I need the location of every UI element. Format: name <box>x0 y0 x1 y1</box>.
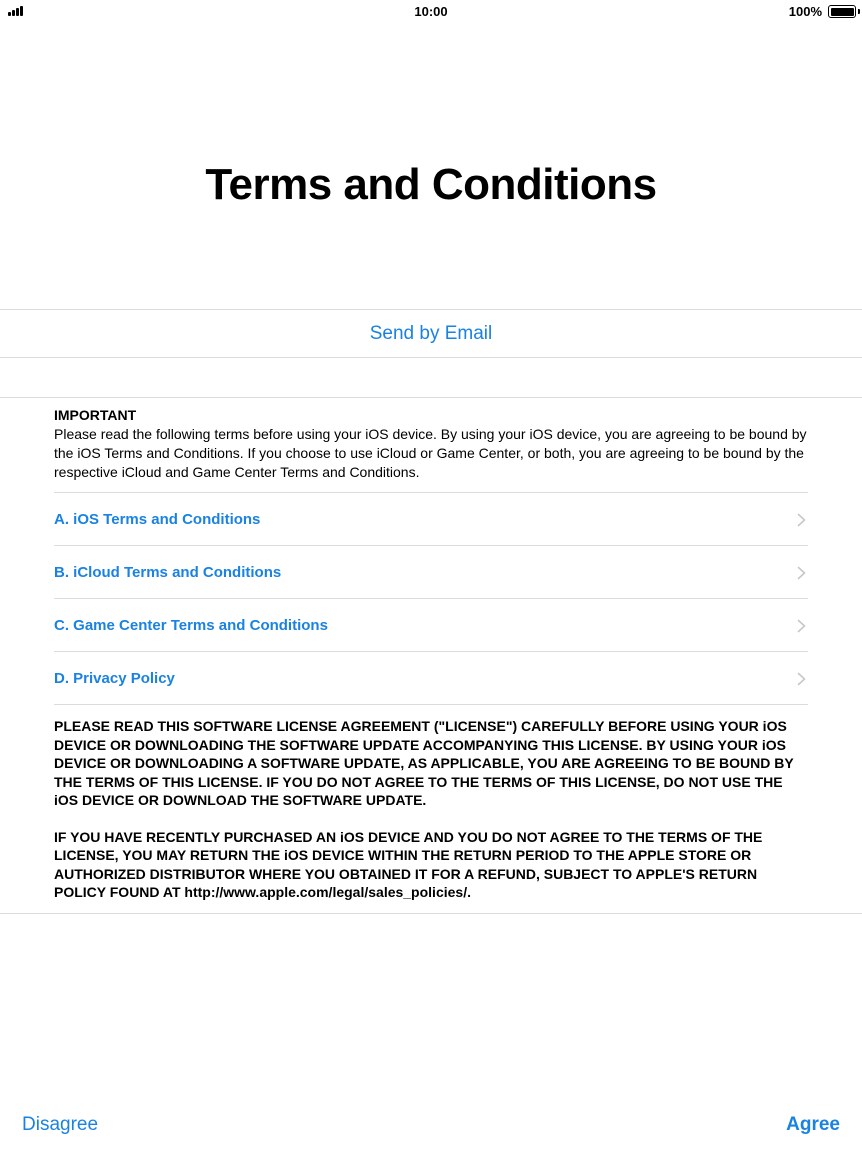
link-label: C. Game Center Terms and Conditions <box>54 616 328 634</box>
link-privacy-policy[interactable] <box>54 652 808 705</box>
battery-percent: 100% <box>788 4 822 19</box>
link-label: A. iOS Terms and Conditions <box>54 510 261 528</box>
chevron-right-icon <box>797 513 806 527</box>
link-icloud-terms[interactable] <box>54 546 808 599</box>
important-text: Please read the following terms before using your iOS device. By using your iOS device, you are agreeing to be bound by the iOS Terms and Conditions. If you choose to use iCloud or Game Center, or both, you are agreeing to be bound by the respective iCloud and Game Center Terms and Conditions. <box>54 426 807 480</box>
chevron-right-icon <box>797 566 806 580</box>
terms-links-list <box>54 492 808 705</box>
section-spacer <box>0 358 862 398</box>
clock: 10:00 <box>414 4 448 19</box>
license-paragraph: IF YOU HAVE RECENTLY PURCHASED AN iOS DEVICE AND YOU DO NOT AGREE TO THE TERMS OF THE LICENSE, YOU MAY RETURN THE iOS DEVICE WITHIN THE RETURN PERIOD TO THE APPLE STORE OR AUTHORIZED DISTRIBUTOR WHERE YOU OBTAINED IT FOR A REFUND, SUBJECT TO APPLE'S RETURN POLICY FOUND AT http://www.apple.com/legal/sales_policies/. <box>54 828 763 900</box>
license-paragraph: PLEASE READ THIS SOFTWARE LICENSE AGREEMENT ("LICENSE") CAREFULLY BEFORE USING YOUR iOS DEVICE OR DOWNLOADING THE SOFTWARE UPDATE ACCOMPANYING THIS LICENSE. BY USING YOUR iOS DEVICE OR DOWNLOADING A SOFTWARE UPDATE, AS APPLICABLE, YOU ARE AGREEING TO BE BOUND BY THE TERMS OF THIS LICENSE. IF YOU DO NOT AGREE TO THE TERMS OF THIS LICENSE, DO NOT USE THE iOS DEVICE OR DOWNLOAD THE SOFTWARE UPDATE. <box>54 718 794 808</box>
chevron-right-icon <box>797 619 806 633</box>
license-text <box>54 717 808 902</box>
battery-icon <box>828 5 856 18</box>
important-heading: IMPORTANT <box>54 407 137 423</box>
disagree-button[interactable]: Disagree <box>22 1114 99 1135</box>
agree-button[interactable]: Agree <box>786 1114 840 1135</box>
divider <box>0 913 862 914</box>
terms-content[interactable] <box>54 406 808 902</box>
status-bar <box>0 0 862 24</box>
link-game-center-terms[interactable] <box>54 599 808 652</box>
send-by-email-button[interactable]: Send by Email <box>0 309 862 358</box>
link-label: B. iCloud Terms and Conditions <box>54 563 282 581</box>
link-label: D. Privacy Policy <box>54 669 175 687</box>
chevron-right-icon <box>797 672 806 686</box>
link-ios-terms[interactable] <box>54 493 808 546</box>
page-title: Terms and Conditions <box>205 160 657 209</box>
